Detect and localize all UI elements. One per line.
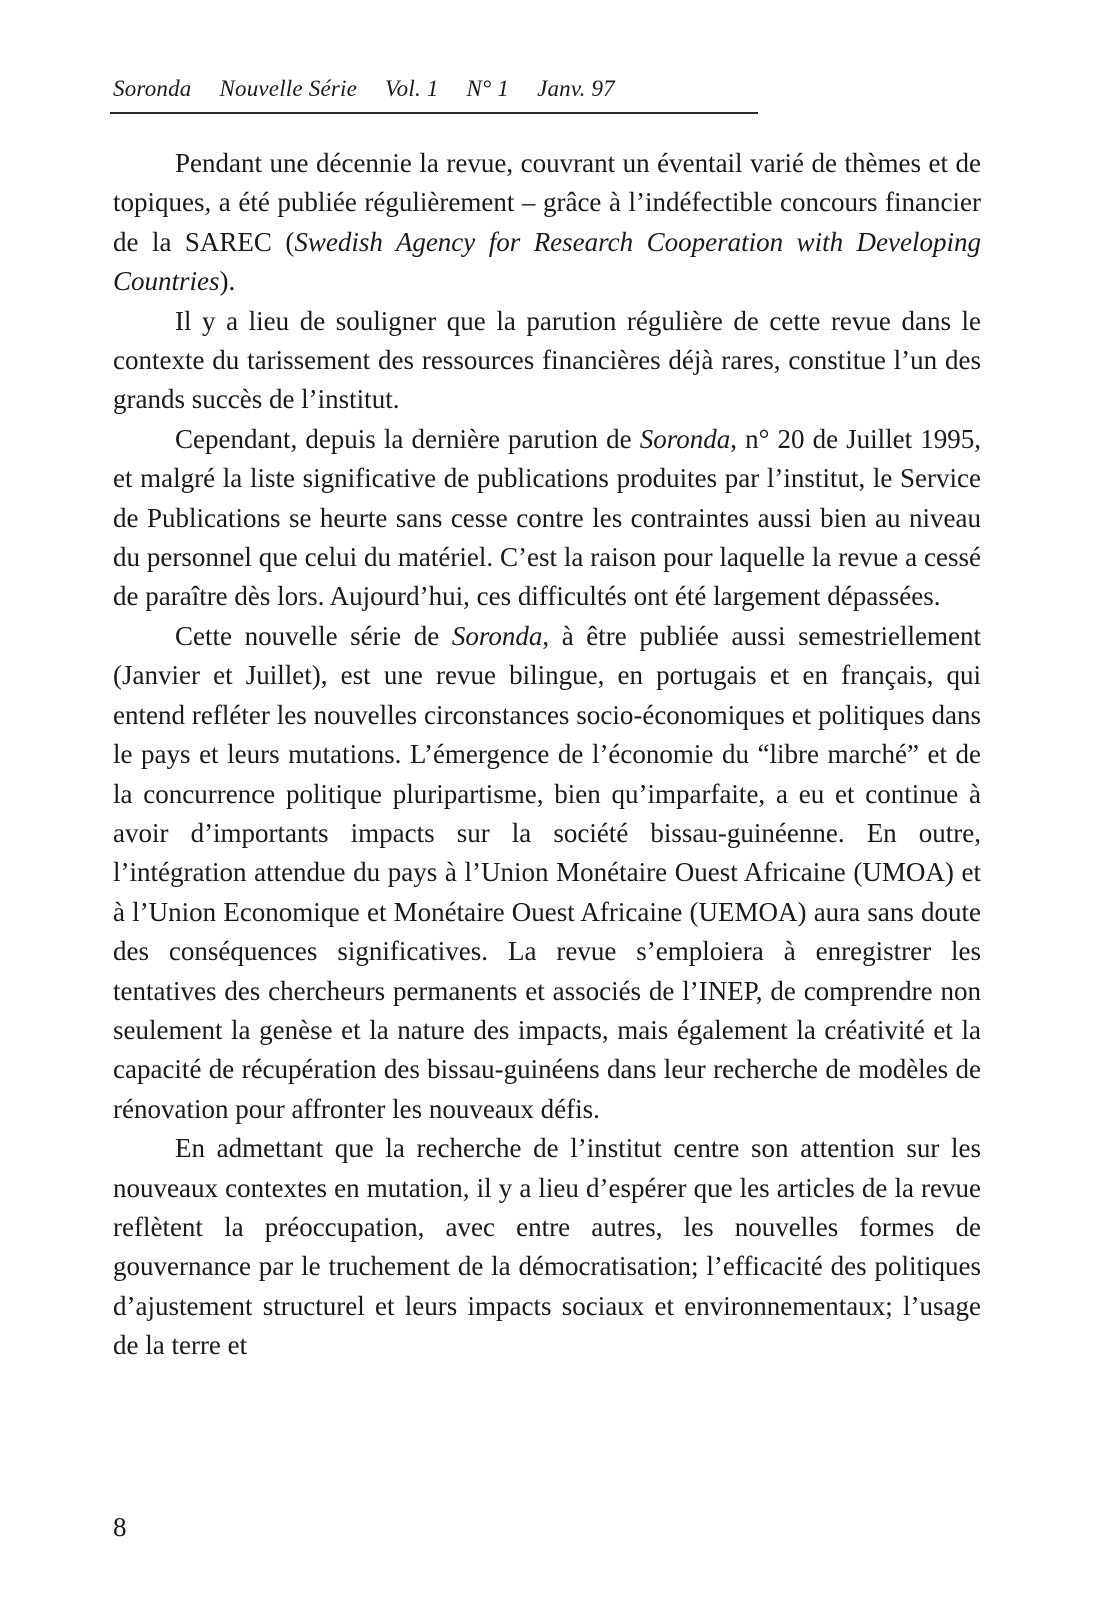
text-run: , n° 20 de Juillet 1995, et malgré la liste significative de publications produites par l’institut, le Service de Publications se heurte sans cesse contre les contraintes aussi bien au niveau du personnel que celui du matériel. C’est la raison pour laquelle la revue a cessé de paraître dès lors. Aujourd’hui, ces difficultés ont été largement dépassées. [113, 423, 982, 612]
issue-number: N° 1 [466, 76, 510, 101]
page-number: 8 [113, 1512, 127, 1542]
text-run: Pendant une décennie la revue, couvrant un éventail varié de thèmes et de topiques, a été publiée régulièrement – grâce à l’indéfectible concours financier de la SAREC ( [113, 148, 981, 257]
paragraph [113, 617, 981, 1129]
text-run: , à être publiée aussi semestriellement (Janvier et Juillet), est une revue bilingue, en portugais et en français, qui entend refléter les nouvelles circonstances socio-économiques et politiques dans le pays et leurs mutations. L’émergence de l’économie du “libre marché” et de la concurrence politique pluripartisme, bien qu’imparfaite, a eu et continue à avoir d’importants impacts sur la société bissau-guinéenne. En outre, l’intégration attendue du pays à l’Union Monétaire Ouest Africaine (UMOA) et à l’Union Economique et Monétaire Ouest Africaine (UEMOA) aura sans doute des conséquences significatives. La revue s’emploiera à enregistrer les tentatives des chercheurs permanents et associés de l’INEP, de comprendre non seulement la genèse et la nature des impacts, mais également la créativité et la capacité de récupération des bissau-guinéens dans leur recherche de modèles de rénovation pour affronter les nouveaux défis. [113, 620, 981, 1124]
text-run: Cette nouvelle série de [175, 620, 452, 651]
volume-label: Vol. 1 [384, 76, 439, 101]
running-head [113, 76, 637, 102]
italic-run: Swedish Agency for Research Cooperation with Developing Countries [113, 226, 981, 297]
text-run: Il y a lieu de souligner que la parution régulière de cette revue dans le contexte du tarissement des ressources financières déjà rares, constitue l’un des grands succès de l’institut. [113, 305, 981, 415]
italic-run: Soronda [451, 620, 543, 651]
text-run: Cependant, depuis la dernière parution de [175, 423, 640, 454]
issue-date: Janv. 97 [537, 76, 615, 101]
journal-title: Soronda [113, 76, 192, 101]
paragraph [113, 420, 981, 617]
paragraph [113, 302, 981, 420]
text-run: En admettant que la recherche de l’institut centre son attention sur les nouveaux contextes en mutation, il y a lieu d’espérer que les articles de la revue reflètent la préoccupation, avec entre autres, les nouvelles formes de gouvernance par le truchement de la démocratisation; l’efficacité des politiques d’ajustement structurel et leurs impacts sociaux et environnementaux; l’usage de la terre et [113, 1133, 981, 1361]
text-run: ). [219, 266, 236, 297]
paragraph [113, 1129, 981, 1365]
header-rule [110, 112, 758, 114]
article-body [113, 144, 981, 1366]
paragraph [113, 144, 981, 302]
italic-run: Soronda [639, 423, 731, 454]
series-label: Nouvelle Série [219, 76, 358, 101]
